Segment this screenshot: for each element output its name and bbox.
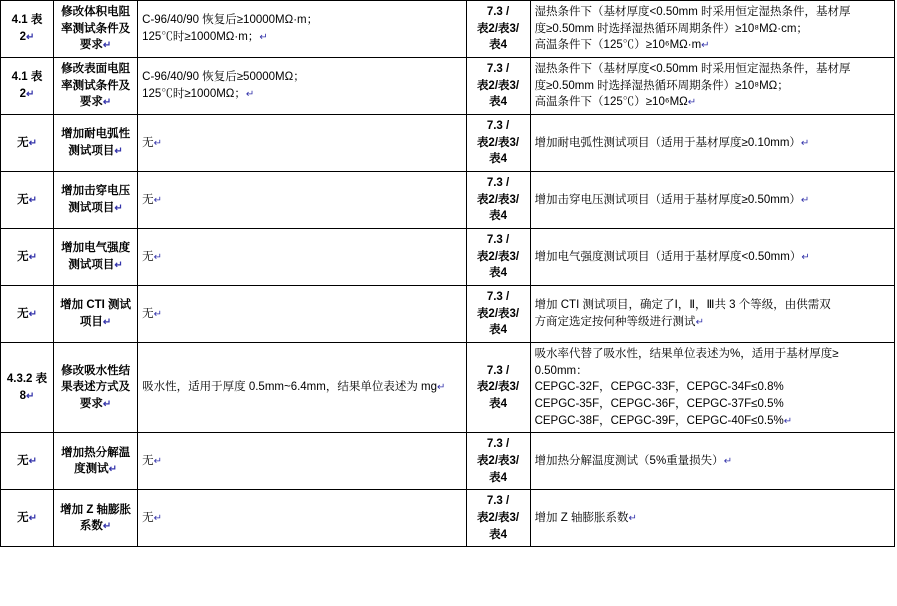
paragraph-mark-icon: ↵ [437, 382, 446, 394]
new-clause-line: 表4 [489, 398, 507, 411]
table-row [1, 229, 895, 286]
new-requirement-line: 高温条件下（125℃）≥10⁶MΩ·m↵ [534, 39, 710, 52]
old-clause-cell [1, 115, 54, 172]
new-clause-line: 表2/表3/ [476, 136, 520, 149]
old-requirement-cell [138, 490, 466, 547]
paragraph-mark-icon: ↵ [108, 464, 118, 476]
paragraph-mark-icon: ↵ [153, 137, 163, 149]
old-requirement-line: 无 [142, 136, 154, 149]
old-requirement-cell [138, 115, 466, 172]
paragraph-mark-icon: ↵ [102, 97, 112, 109]
new-clause-cell [466, 433, 530, 490]
old-clause-text: 无 [17, 136, 29, 149]
paragraph-mark-icon: ↵ [114, 146, 123, 158]
new-clause-cell [466, 490, 530, 547]
paragraph-mark-icon: ↵ [28, 251, 37, 263]
paragraph-mark-icon: ↵ [26, 89, 35, 101]
new-clause-cell [466, 229, 530, 286]
old-requirement-line: C-96/40/90 恢复后≥50000MΩ； [142, 71, 305, 84]
old-requirement-line: 125℃时≥1000MΩ；↵ [142, 88, 255, 101]
table-row [1, 490, 895, 547]
new-requirement-line: CEPGC-38F，CEPGC-39F，CEPGC-40F≤0.5%↵ [534, 414, 793, 427]
new-requirement-line: 增加 CTI 测试项目，确定了Ⅰ，Ⅱ，Ⅲ共 3 个等级，由供需双 [534, 299, 831, 312]
new-requirement-line: 湿热条件下（基材厚度<0.50mm 时采用恒定湿热条件，基材厚 [534, 6, 851, 18]
old-clause-text: 4.1 表2 [11, 14, 43, 43]
old-requirement-line: 无 [142, 250, 154, 263]
change-description-cell [54, 286, 138, 343]
new-clause-line: 表4 [489, 528, 507, 541]
table-row [1, 286, 895, 343]
new-clause-cell [466, 172, 530, 229]
paragraph-mark-icon: ↵ [28, 137, 37, 149]
new-clause-line: 7.3 / [486, 364, 510, 377]
new-requirement-line: 增加 Z 轴膨胀系数 [534, 512, 629, 525]
new-clause-line: 7.3 / [486, 177, 510, 190]
table-row [1, 433, 895, 490]
new-requirement-cell [530, 115, 894, 172]
new-clause-cell [466, 286, 530, 343]
paragraph-mark-icon: ↵ [800, 194, 810, 206]
old-clause-text: 4.3.2 表8 [6, 373, 48, 402]
table-row [1, 115, 895, 172]
change-description-cell [54, 115, 138, 172]
paragraph-mark-icon: ↵ [687, 97, 697, 109]
paragraph-mark-icon: ↵ [28, 456, 37, 468]
new-clause-line: 表2/表3/ [476, 79, 520, 92]
new-requirement-line: 度≥0.50mm 时选择湿热循环周期条件）≥10⁸MΩ·cm； [534, 22, 808, 35]
old-clause-cell [1, 229, 54, 286]
new-requirement-line: 度≥0.50mm 时选择湿热循环周期条件）≥10⁸MΩ； [534, 79, 789, 92]
new-requirement-cell [530, 286, 894, 343]
change-description-text: 修改吸水性结果表述方式及要求 [61, 364, 131, 411]
new-clause-line: 7.3 / [486, 495, 510, 508]
paragraph-mark-icon: ↵ [153, 251, 163, 263]
old-requirement-cell [138, 229, 466, 286]
new-clause-line: 7.3 / [486, 63, 510, 76]
change-description-cell [54, 490, 138, 547]
old-requirement-cell [138, 172, 466, 229]
old-clause-text: 无 [17, 307, 29, 320]
table-row [1, 58, 895, 115]
new-requirement-cell [530, 58, 894, 115]
paragraph-mark-icon: ↵ [153, 194, 163, 206]
paragraph-mark-icon: ↵ [723, 456, 733, 468]
new-clause-line: 7.3 / [486, 234, 510, 247]
new-clause-line: 表4 [489, 153, 507, 166]
new-clause-line: 7.3 / [486, 120, 510, 133]
change-description-text: 增加击穿电压测试项目 [61, 185, 131, 215]
new-clause-cell [466, 115, 530, 172]
new-clause-cell [466, 343, 530, 433]
new-clause-line: 表4 [489, 324, 507, 337]
paragraph-mark-icon: ↵ [628, 513, 637, 525]
paragraph-mark-icon: ↵ [114, 203, 123, 215]
new-requirement-line: 吸水率代替了吸水性，结果单位表述为%，适用于基材厚度≥ [534, 348, 839, 361]
old-requirement-cell [138, 58, 466, 115]
old-clause-text: 4.1 表2 [11, 71, 43, 101]
new-clause-line: 表2/表3/ [476, 381, 520, 394]
new-requirement-cell [530, 343, 894, 433]
change-description-text: 增加耐电弧性测试项目 [61, 128, 131, 158]
paragraph-mark-icon: ↵ [102, 317, 112, 329]
new-clause-line: 表2/表3/ [476, 307, 520, 320]
new-requirement-cell [530, 229, 894, 286]
old-clause-text: 无 [17, 193, 29, 206]
new-requirement-cell [530, 172, 894, 229]
new-clause-line: 表4 [489, 210, 507, 223]
old-requirement-cell [138, 343, 466, 433]
paragraph-mark-icon: ↵ [102, 40, 112, 52]
paragraph-mark-icon: ↵ [800, 137, 810, 149]
old-requirement-cell [138, 1, 466, 58]
new-requirement-line: 增加热分解温度测试（5%重量损失） [534, 455, 724, 468]
paragraph-mark-icon: ↵ [114, 260, 123, 272]
new-requirement-line: 0.50mm： [534, 364, 588, 377]
paragraph-mark-icon: ↵ [701, 40, 710, 52]
old-clause-cell [1, 286, 54, 343]
new-clause-line: 7.3 / [486, 6, 510, 18]
old-requirement-cell [138, 286, 466, 343]
new-requirement-cell [530, 490, 894, 547]
new-requirement-line: 方商定选定按何种等级进行测试↵ [534, 316, 704, 329]
new-clause-cell [466, 1, 530, 58]
old-requirement-line: 无 [142, 455, 154, 468]
paragraph-mark-icon: ↵ [153, 513, 163, 525]
new-clause-line: 表4 [489, 96, 507, 109]
paragraph-mark-icon: ↵ [28, 513, 37, 525]
paragraph-mark-icon: ↵ [153, 308, 163, 320]
new-clause-line: 表2/表3/ [476, 250, 520, 263]
change-description-text: 增加 CTI 测试项目 [60, 299, 132, 329]
new-requirement-line: 湿热条件下（基材厚度<0.50mm 时采用恒定湿热条件，基材厚 [534, 63, 851, 76]
paragraph-mark-icon: ↵ [26, 390, 35, 402]
new-requirement-line: 高温条件下（125℃）≥10⁶MΩ↵ [534, 96, 697, 109]
paragraph-mark-icon: ↵ [695, 317, 704, 329]
new-clause-line: 表4 [489, 267, 507, 280]
old-clause-text: 无 [17, 512, 29, 525]
new-clause-line: 7.3 / [486, 438, 510, 451]
new-requirement-line: 增加击穿电压测试项目（适用于基材厚度≥0.50mm） [534, 193, 801, 206]
change-description-cell [54, 229, 138, 286]
change-description-cell [54, 172, 138, 229]
table-body [1, 1, 895, 547]
old-clause-cell [1, 343, 54, 433]
old-requirement-line: 无 [142, 512, 154, 525]
change-description-text: 增加热分解温度测试 [61, 446, 131, 476]
paragraph-mark-icon: ↵ [245, 89, 255, 101]
change-description-cell [54, 1, 138, 58]
old-requirement-line: 125℃时≥1000MΩ·m；↵ [142, 31, 268, 43]
old-requirement-line: 吸水性，适用于厚度 0.5mm~6.4mm，结果单位表述为 mg [142, 381, 438, 394]
new-requirement-line: 增加电气强度测试项目（适用于基材厚度<0.50mm） [534, 250, 802, 263]
old-clause-cell [1, 490, 54, 547]
paragraph-mark-icon: ↵ [26, 32, 35, 43]
paragraph-mark-icon: ↵ [783, 415, 793, 427]
table-row [1, 172, 895, 229]
paragraph-mark-icon: ↵ [102, 399, 112, 411]
new-clause-line: 表2/表3/ [476, 512, 520, 525]
change-description-cell [54, 58, 138, 115]
paragraph-mark-icon: ↵ [102, 521, 112, 533]
old-clause-cell [1, 172, 54, 229]
new-clause-line: 表4 [489, 471, 507, 484]
paragraph-mark-icon: ↵ [801, 251, 810, 263]
change-description-cell [54, 343, 138, 433]
old-requirement-cell [138, 433, 466, 490]
new-clause-line: 表2/表3/ [476, 22, 520, 35]
old-clause-text: 无 [17, 250, 29, 263]
paragraph-mark-icon: ↵ [28, 194, 37, 206]
new-requirement-cell [530, 1, 894, 58]
old-clause-text: 无 [17, 455, 29, 468]
table-row [1, 1, 895, 58]
paragraph-mark-icon: ↵ [259, 32, 268, 43]
old-requirement-line: 无 [142, 193, 154, 206]
change-description-text: 增加电气强度测试项目 [61, 242, 131, 272]
old-clause-cell [1, 58, 54, 115]
table-row [1, 343, 895, 433]
change-description-text: 修改表面电阻率测试条件及要求 [61, 63, 131, 109]
new-requirement-cell [530, 433, 894, 490]
old-clause-cell [1, 1, 54, 58]
new-clause-line: 7.3 / [486, 291, 510, 304]
change-description-text: 增加 Z 轴膨胀系数 [60, 503, 132, 533]
new-clause-line: 表2/表3/ [476, 193, 520, 206]
new-requirement-line: 增加耐电弧性测试项目（适用于基材厚度≥0.10mm） [534, 136, 801, 149]
new-clause-cell [466, 58, 530, 115]
new-clause-line: 表2/表3/ [476, 455, 520, 468]
change-description-cell [54, 433, 138, 490]
new-requirement-line: CEPGC-32F，CEPGC-33F，CEPGC-34F≤0.8% [534, 381, 784, 394]
paragraph-mark-icon: ↵ [153, 456, 163, 468]
new-clause-line: 表4 [489, 39, 507, 52]
change-description-text: 修改体积电阻率测试条件及要求 [61, 6, 131, 52]
paragraph-mark-icon: ↵ [28, 308, 37, 320]
old-requirement-line: C-96/40/90 恢复后≥10000MΩ·m； [142, 14, 319, 27]
new-requirement-line: CEPGC-35F，CEPGC-36F，CEPGC-37F≤0.5% [534, 398, 784, 411]
old-clause-cell [1, 433, 54, 490]
old-requirement-line: 无 [142, 307, 154, 320]
